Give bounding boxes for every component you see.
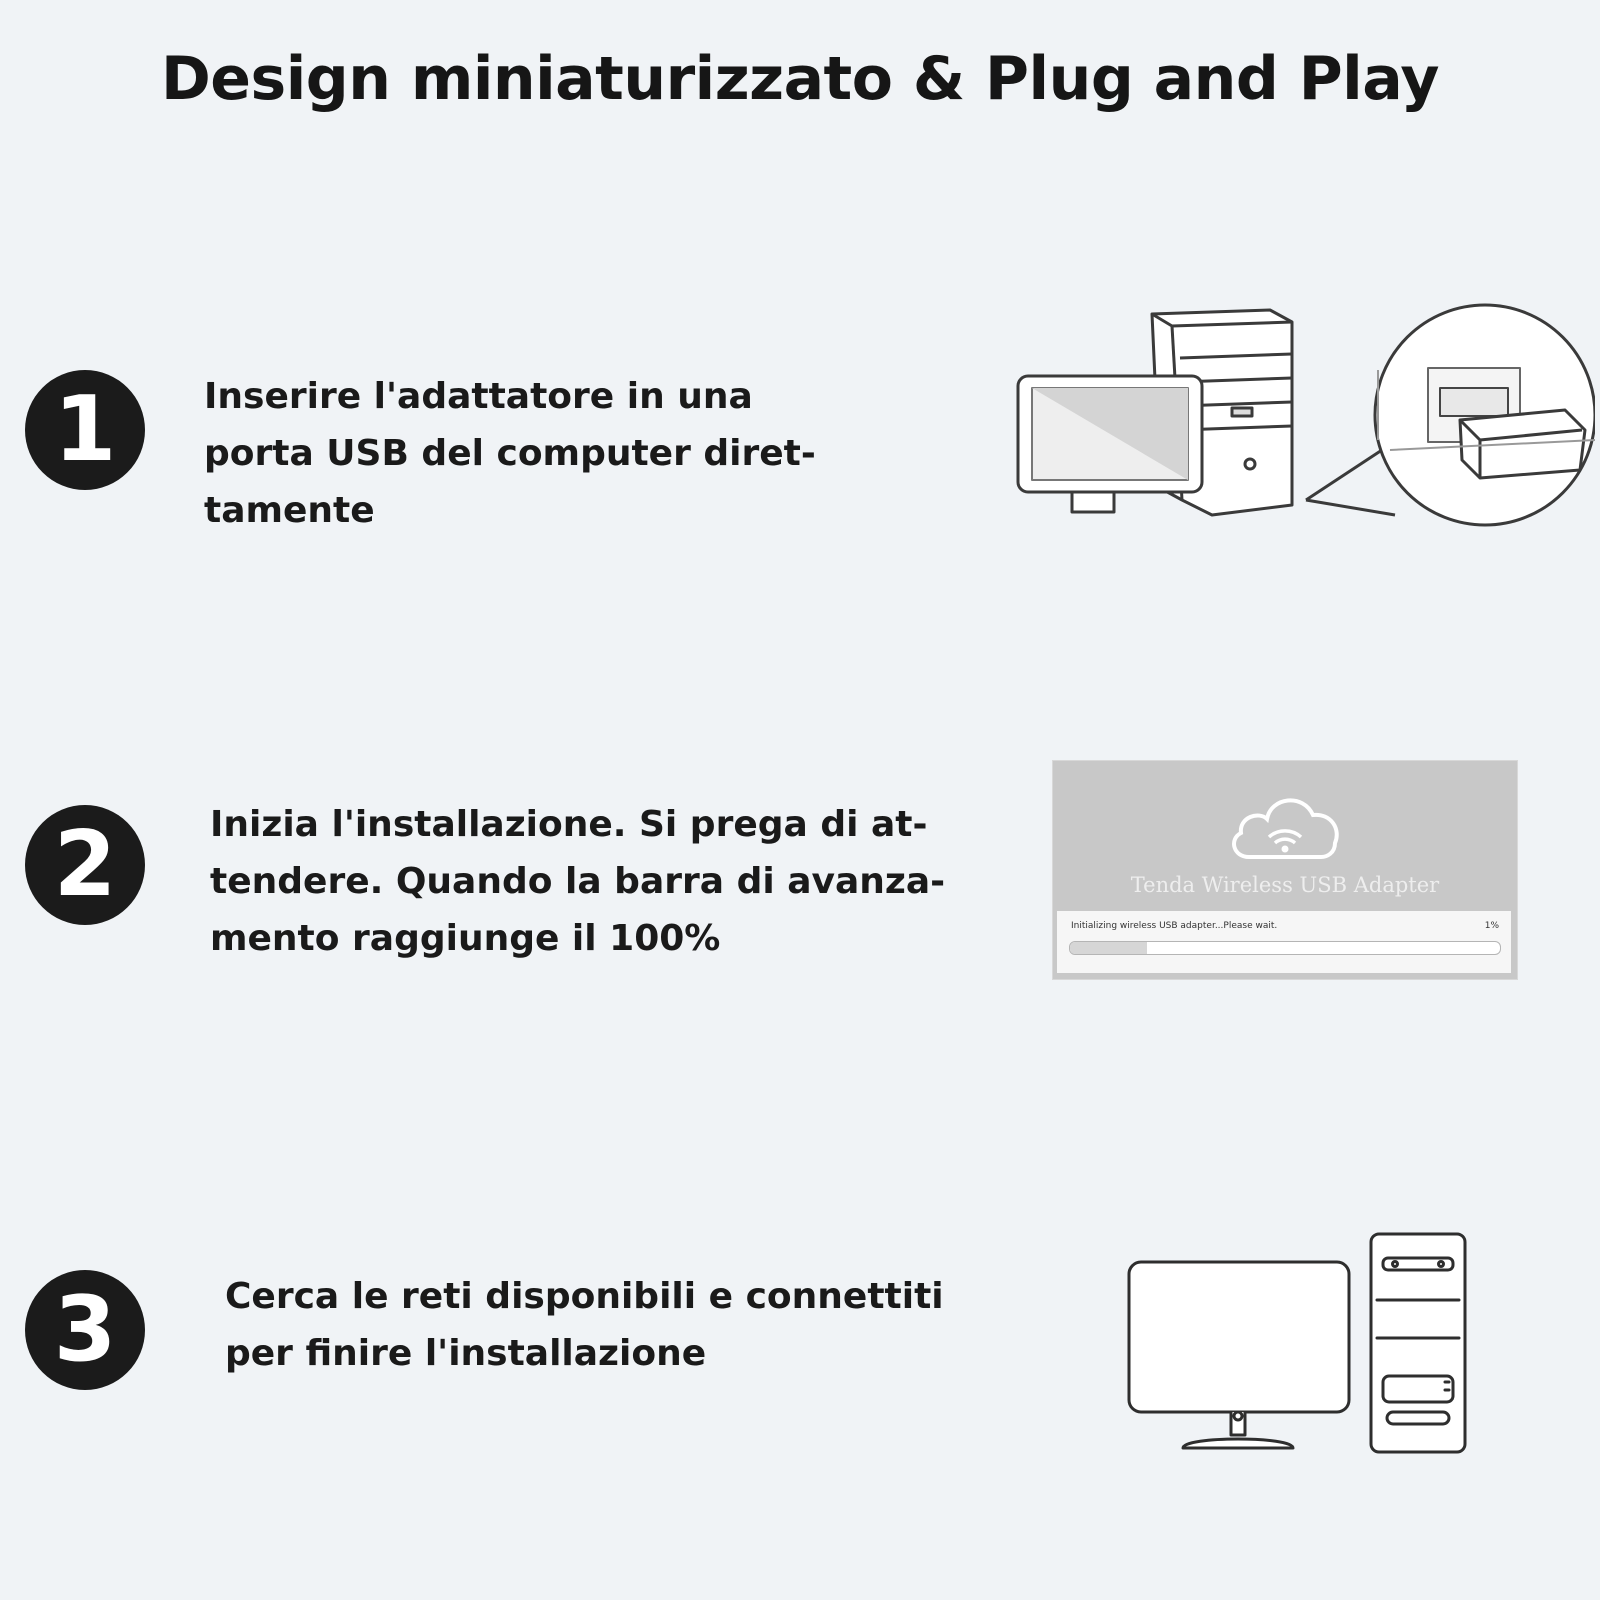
installer-progress-fill — [1070, 942, 1147, 954]
cloud-wifi-icon — [1225, 787, 1345, 867]
step-2-line-3: mento raggiunge il 100% — [210, 918, 721, 959]
installer-status-area — [1057, 911, 1511, 973]
step-2-line-1: Inizia l'installazione. Si prega di at- — [210, 804, 928, 845]
step-2-line-2: tendere. Quando la barra di avanza- — [210, 861, 946, 902]
step-3-line-1: Cerca le reti disponibili e connettiti — [225, 1276, 944, 1317]
step-2-text — [210, 796, 945, 967]
desktop-computer-illustration — [1125, 1230, 1470, 1460]
installer-window-illustration — [1052, 760, 1518, 980]
step-3-line-2: per finire l'installazione — [225, 1333, 707, 1374]
step-1-line-3: tamente — [204, 490, 375, 531]
step-1-line-1: Inserire l'adattatore in una — [204, 376, 753, 417]
installer-status-text: Initializing wireless USB adapter...Please wait. — [1071, 921, 1278, 931]
step-2-number-badge: 2 — [25, 805, 145, 925]
page-title: Design miniaturizzato & Plug and Play — [160, 44, 1439, 114]
step-1-text — [204, 368, 816, 539]
step-1-number-badge: 1 — [25, 370, 145, 490]
computer-usb-plug-illustration — [1010, 300, 1595, 535]
installer-progress-bar — [1069, 941, 1501, 955]
step-3-text — [225, 1268, 944, 1382]
installer-product-name: Tenda Wireless USB Adapter — [1130, 873, 1440, 897]
step-3-number-badge: 3 — [25, 1270, 145, 1390]
installer-percent-text: 1% — [1484, 921, 1499, 931]
step-1-line-2: porta USB del computer diret- — [204, 433, 816, 474]
